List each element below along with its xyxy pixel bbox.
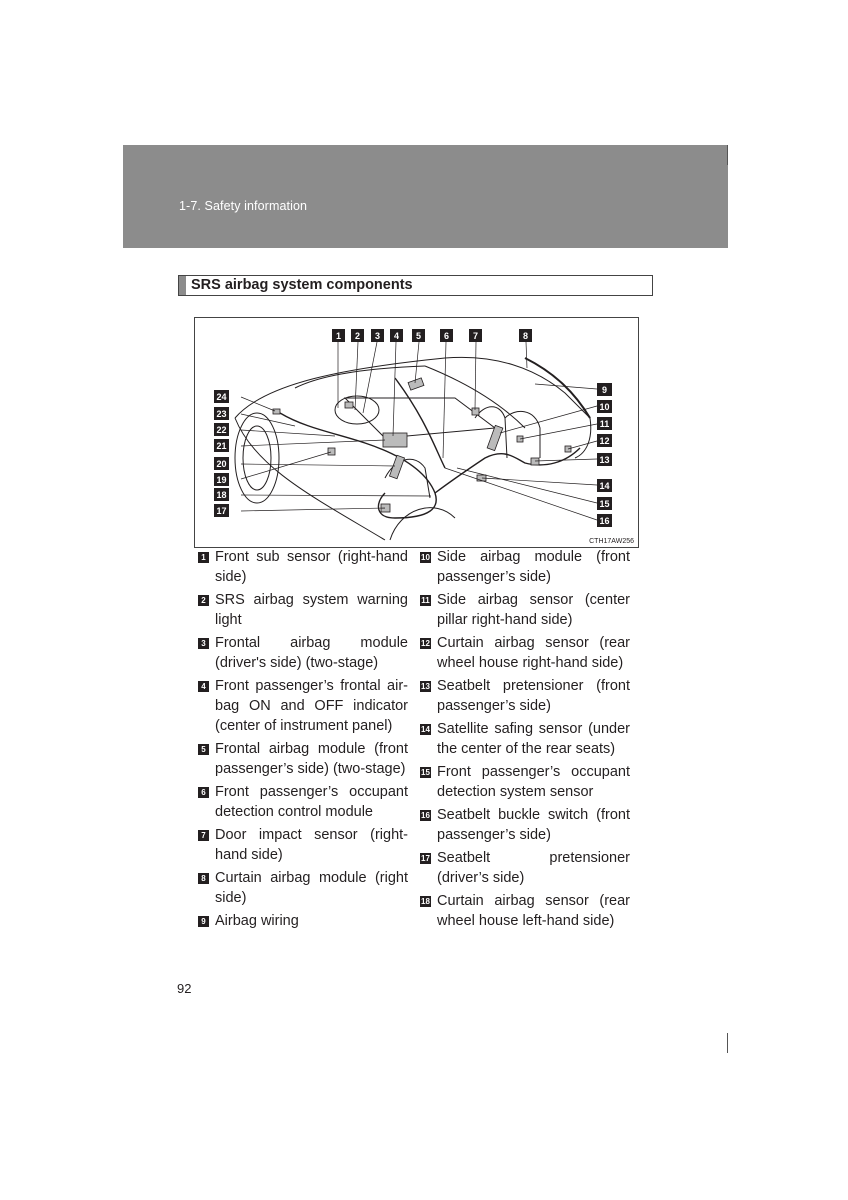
section-title: SRS airbag system components	[191, 277, 413, 293]
legend-item	[420, 891, 630, 931]
legend-item	[198, 739, 408, 779]
svg-text:1: 1	[335, 331, 342, 341]
svg-text:9: 9	[601, 385, 608, 395]
item-number: 18	[421, 897, 430, 906]
svg-text:22: 22	[216, 425, 227, 435]
item-number: 14	[421, 725, 430, 734]
dashboard	[345, 398, 495, 438]
item-text: Front sub sensor (right-hand side)	[215, 549, 408, 585]
driver-seat	[385, 459, 430, 498]
item-number: 13	[421, 682, 430, 691]
callouts-left	[214, 390, 229, 517]
legend-item	[420, 762, 630, 802]
warning-light	[345, 402, 353, 408]
legend-column-left	[198, 547, 408, 934]
legend-item	[198, 547, 408, 587]
door-impact-sensor	[472, 408, 479, 415]
item-number: 5	[198, 744, 209, 755]
svg-text:12: 12	[599, 436, 610, 446]
side-airbag-module	[487, 425, 503, 450]
item-number: 1	[198, 552, 209, 563]
legend-item	[420, 848, 630, 888]
rear-seat	[505, 411, 540, 458]
svg-text:21: 21	[216, 441, 227, 451]
legend-item	[198, 676, 408, 736]
svg-text:4: 4	[393, 331, 400, 341]
item-number: 9	[198, 916, 209, 927]
item-text: Curtain airbag sensor (rear wheel house left-hand side)	[437, 893, 630, 929]
svg-text:24: 24	[216, 392, 227, 402]
item-number: 15	[421, 768, 430, 777]
item-text: Curtain airbag sensor (rear wheel house right-hand side)	[437, 635, 630, 671]
legend-item	[420, 719, 630, 759]
item-number: 11	[421, 596, 430, 605]
item-number: 16	[421, 811, 430, 820]
svg-text:15: 15	[599, 499, 610, 509]
legend-item	[198, 868, 408, 908]
item-text: Side airbag module (front passenger’s side)	[437, 549, 630, 585]
svg-text:2: 2	[354, 331, 361, 341]
legend-item	[198, 633, 408, 673]
item-text: Frontal airbag module (front passenger’s side) (two-stage)	[215, 741, 408, 777]
legend-item	[420, 633, 630, 673]
airbag-wiring	[435, 448, 580, 493]
page-edge-mark	[727, 1033, 728, 1053]
section-heading-bar	[179, 276, 186, 295]
item-number: 4	[198, 681, 209, 692]
legend-item	[198, 590, 408, 630]
svg-text:20: 20	[216, 459, 227, 469]
svg-text:6: 6	[443, 331, 450, 341]
item-text: Front passenger’s occupant detection system sensor	[437, 764, 630, 800]
sensor	[328, 448, 335, 455]
driver-side-airbag	[389, 455, 404, 478]
svg-text:19: 19	[216, 475, 227, 485]
legend-item	[198, 911, 408, 931]
item-text: Airbag wiring	[215, 913, 299, 929]
item-number: 17	[421, 854, 430, 863]
passenger-airbag-module	[408, 378, 424, 390]
car-illustration	[195, 318, 639, 548]
svg-text:11: 11	[599, 419, 610, 429]
item-number: 3	[198, 638, 209, 649]
svg-text:3: 3	[374, 331, 381, 341]
item-text: Seatbelt pretensioner (front passenger’s side)	[437, 678, 630, 714]
item-number: 7	[198, 830, 209, 841]
item-number: 6	[198, 787, 209, 798]
car-body-outline	[235, 357, 591, 458]
item-number: 10	[421, 553, 430, 562]
item-text: Curtain airbag module (right side)	[215, 870, 408, 906]
item-text: Front passenger’s occupant detection control module	[215, 784, 408, 820]
figure-code: CTH17AW256	[589, 538, 634, 545]
svg-text:16: 16	[599, 516, 610, 526]
item-text: Side airbag sensor (center pillar right-hand side)	[437, 592, 630, 628]
legend-item	[198, 782, 408, 822]
section-header: 1-7. Safety information	[179, 199, 308, 213]
legend-column-right	[420, 547, 630, 934]
item-text: Seatbelt buckle switch (front passenger’s side)	[437, 807, 630, 843]
item-text: Front passenger’s frontal air-bag ON and OFF indicator (center of instrument panel)	[215, 678, 408, 734]
legend-item	[420, 805, 630, 845]
front-sub-sensor	[273, 409, 280, 414]
item-text: Frontal airbag module (driver's side) (two-stage)	[215, 635, 408, 671]
svg-text:8: 8	[522, 331, 529, 341]
svg-text:7: 7	[472, 331, 479, 341]
svg-text:13: 13	[599, 455, 610, 465]
item-number: 2	[198, 595, 209, 606]
item-number: 8	[198, 873, 209, 884]
svg-text:10: 10	[599, 402, 610, 412]
item-text: Satellite safing sensor (under the center of the rear seats)	[437, 721, 630, 757]
legend-item	[420, 590, 630, 630]
header-edge-mark	[727, 145, 728, 165]
section-heading-box	[178, 275, 653, 296]
car-body-outline	[235, 418, 385, 540]
svg-text:5: 5	[415, 331, 422, 341]
svg-text:17: 17	[216, 506, 227, 516]
front-wheel-rim	[243, 426, 271, 490]
callouts-top	[332, 329, 532, 342]
item-text: Door impact sensor (right-hand side)	[215, 827, 408, 863]
callouts-right	[597, 383, 612, 527]
legend-item	[420, 676, 630, 716]
airbag-diagram	[194, 317, 639, 548]
seatbelt-pretensioner	[531, 458, 539, 465]
svg-text:18: 18	[216, 490, 227, 500]
item-text: SRS airbag system warning light	[215, 592, 408, 628]
header-band	[123, 145, 728, 248]
svg-text:23: 23	[216, 409, 227, 419]
airbag-wiring	[395, 378, 445, 468]
svg-text:14: 14	[599, 481, 610, 491]
legend-item	[198, 825, 408, 865]
rear-wheel-arc	[390, 508, 455, 540]
item-number: 12	[421, 639, 430, 648]
page-number: 92	[177, 981, 192, 996]
item-text: Seatbelt pretensioner (driver’s side)	[437, 850, 630, 886]
legend-item	[420, 547, 630, 587]
occupant-control-module	[383, 433, 407, 447]
